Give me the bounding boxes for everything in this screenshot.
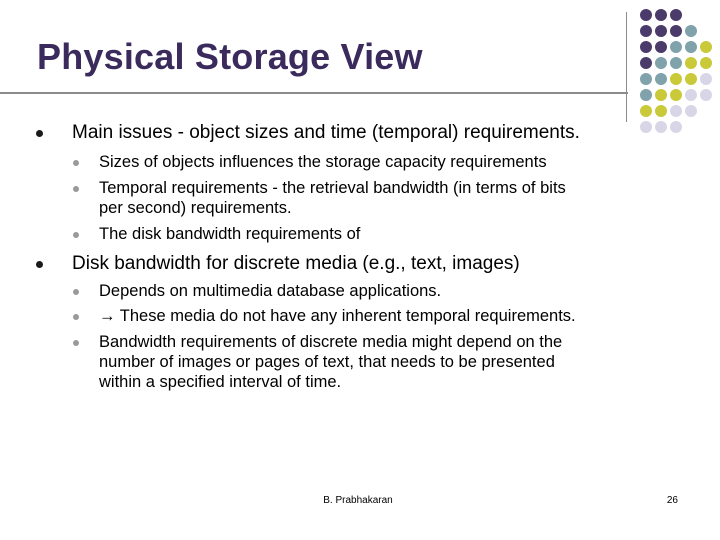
sub-bullet-dot: [73, 160, 79, 166]
decorative-dot: [670, 121, 682, 133]
decorative-dot: [685, 89, 697, 101]
bullet-main-issues: [72, 122, 580, 144]
decorative-dot: [655, 41, 667, 53]
sub-bullet-bandwidth-req-cont: [99, 353, 555, 372]
decorative-dot: [640, 73, 652, 85]
sub-bullet-depends: [99, 282, 441, 301]
footer-page-number: 26: [666, 495, 678, 506]
sub-bullet-text: within a specified interval of time.: [99, 373, 342, 391]
decorative-dot: [685, 57, 697, 69]
slide-title: Physical Storage View: [37, 36, 423, 77]
sub-bullet-text: Bandwidth requirements of discrete media might depend on the: [99, 333, 563, 351]
decorative-dot: [670, 9, 682, 21]
bullet-dot: [36, 130, 43, 137]
decorative-dot: [670, 57, 682, 69]
decorative-dot: [640, 9, 652, 21]
decorative-dot: [685, 105, 697, 117]
sub-bullet-text: Depends on multimedia database applications.: [99, 282, 442, 300]
decorative-dot: [670, 41, 682, 53]
bullet-dot: [36, 261, 43, 268]
decorative-dot: [655, 73, 667, 85]
decorative-dot: [655, 105, 667, 117]
sub-bullet-no-temporal: [99, 307, 576, 326]
decorative-dot: [670, 89, 682, 101]
decorative-dot: [700, 89, 712, 101]
decorative-dot: [685, 41, 697, 53]
sub-bullet-bandwidth-req: [99, 333, 562, 352]
sub-bullet-text: number of images or pages of text, that needs to be presented: [99, 353, 555, 371]
decorative-dot: [655, 121, 667, 133]
footer-author: B. Prabhakaran: [323, 495, 393, 506]
sub-bullet-dot: [73, 314, 79, 320]
decorative-dot: [700, 57, 712, 69]
decorative-dot: [655, 57, 667, 69]
decorative-dot: [685, 25, 697, 37]
bullet-discrete-media: [72, 253, 520, 275]
decorative-dot: [655, 9, 667, 21]
sub-bullet-text: Temporal requirements - the retrieval bandwidth (in terms of bits: [99, 179, 566, 197]
sub-bullet-text: The disk bandwidth requirements of: [99, 225, 361, 243]
bullet-text: Main issues - object sizes and time (temporal) requirements.: [72, 122, 580, 143]
decorative-dot: [640, 41, 652, 53]
decorative-dot: [640, 89, 652, 101]
title-divider: [0, 92, 628, 94]
sub-bullet-disk-bandwidth: [99, 225, 360, 244]
bullet-text: Disk bandwidth for discrete media (e.g., text, images): [72, 253, 520, 274]
decorative-dot: [640, 105, 652, 117]
vertical-divider: [626, 12, 627, 122]
decorative-dot: [700, 73, 712, 85]
sub-bullet-dot: [73, 232, 79, 238]
decorative-dot: [655, 25, 667, 37]
sub-bullet-bandwidth-req-cont: [99, 373, 341, 392]
decorative-dot: [655, 89, 667, 101]
decorative-dot: [685, 73, 697, 85]
sub-bullet-text: per second) requirements.: [99, 199, 292, 217]
decorative-dot: [640, 121, 652, 133]
decorative-dot: [670, 25, 682, 37]
decorative-dot: [670, 73, 682, 85]
decorative-dot-grid: [640, 9, 720, 165]
sub-bullet-temporal: [99, 179, 566, 198]
decorative-dot: [640, 25, 652, 37]
decorative-dot: [670, 105, 682, 117]
sub-bullet-dot: [73, 340, 79, 346]
sub-bullet-text: Sizes of objects influences the storage capacity requirements: [99, 153, 547, 171]
sub-bullet-dot: [73, 186, 79, 192]
sub-bullet-temporal-cont: [99, 199, 292, 218]
arrow-icon: →: [99, 307, 116, 325]
decorative-dot: [700, 41, 712, 53]
sub-bullet-dot: [73, 289, 79, 295]
decorative-dot: [640, 57, 652, 69]
sub-bullet-storage-capacity: [99, 153, 547, 172]
sub-bullet-text: These media do not have any inherent temporal requirements.: [115, 307, 576, 325]
